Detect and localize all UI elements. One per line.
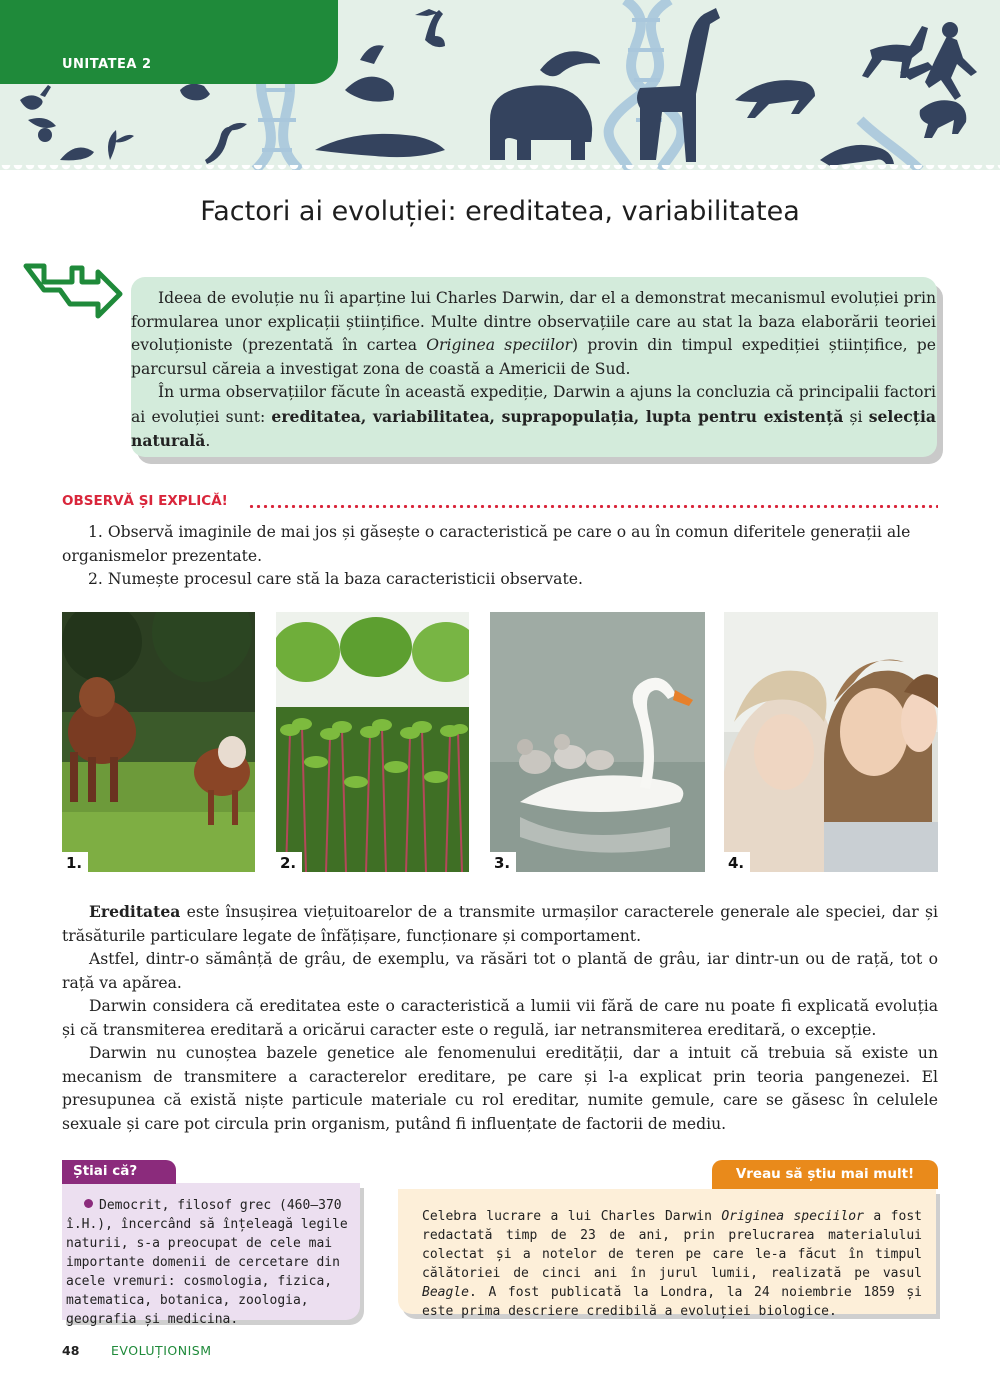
observe-questions [62,521,938,592]
question-2: 2. Numește procesul care stă la baza caracteristicii observate. [88,570,583,588]
intro-text [131,287,936,454]
body-paragraph-2: Astfel, dintr-o sămânță de grâu, de exemplu, va răsări tot o plantă de grâu, iar dintr-un ou de rață, tot o rață va apărea. [62,950,938,992]
photo-family [724,612,938,872]
body-paragraph-4: Darwin nu cunoștea bazele genetice ale fenomenului eredității, dar a intuit că trebuia să existe un mecanism de transmitere a caracterelor ereditare, pe care și l-a explicat prin teoria pangenezei. El presupunea că există niște particule materiale cu rol ereditar, numite gemule, care se găsesc în celulele sexuale și care pot circula prin organism, putând fi influențate de factorii de mediu. [62,1044,938,1133]
did-you-know-text: Democrit, filosof grec (460–370 î.H.), încercând să înțeleagă legile naturii, s-a preocupat de cele mai importante domenii de cercetare din acele vremuri: cosmologia, fizica, matematica, botanica, zoologia, geografia și medicina. [66,1198,348,1327]
photo-number-4: 4. [724,852,750,872]
section-name: EVOLUȚIONISM [111,1343,212,1358]
learn-more-title: Vreau să știu mai mult! [735,1166,915,1182]
photo-number-1: 1. [62,852,88,872]
photo-number-3: 3. [490,852,516,872]
observe-heading: OBSERVĂ ȘI EXPLICĂ! [62,493,228,509]
photo-sprouts [276,612,469,872]
did-you-know-title: Știai că? [73,1163,138,1179]
photo-cows [62,612,255,872]
sprouts-image [276,612,469,872]
unit-label: UNITATEA 2 [62,57,152,72]
unit-tab [0,0,338,84]
family-image [724,612,938,872]
body-text [62,900,938,1136]
photo-number-2: 2. [276,852,302,872]
dotted-divider [248,505,938,508]
learn-more-text: Celebra lucrare a lui Charles Darwin Originea speciilor a fost redactată timp de 23 de ani, prin prelucrarea materialului colectat și a notelor de teren pe care le-a făcut în timpul călătoriei de cinci ani în jurul lumii, realizată pe vasul Beagle. A fost publicată la Londra, la 24 noiembrie 1859 și este prima descriere credibilă a evoluției biologice. [422,1209,922,1319]
page-number: 48 [62,1343,80,1358]
cows-image [62,612,255,872]
intro-paragraph-2: În urma observațiilor făcute în această expediție, Darwin a ajuns la concluzia că principalii factori ai evoluției sunt: ereditatea, variabilitatea, suprapopulația, lupta pentru existență și selecția naturală. [131,383,936,450]
swans-image [490,612,705,872]
green-arrow-icon [20,258,125,328]
header-banner [0,0,1000,170]
photo-swans [490,612,705,872]
body-paragraph-3: Darwin considera că ereditatea este o caracteristică a lumii vii fără de care nu poate fi explicată evoluția și că transmiterea ereditară a oricărui caracter este o regulă, iar netransmiterea ereditară, o excepție. [62,997,938,1039]
intro-paragraph-1: Ideea de evoluție nu îi aparține lui Charles Darwin, dar el a demonstrat mecanismul evoluției prin formularea unor explicații științifice. Multe dintre observațiile care au stat la baza elaborării teoriei evoluționiste (prezentată în cartea Originea speciilor) provin din timpul expediției științifice, pe parcursul căreia a investigat zona de coastă a Americii de Sud. [131,289,936,378]
body-paragraph-1: Ereditatea este însușirea viețuitoarelor de a transmite urmașilor caracterele generale ale speciei, dar și trăsăturile particulare legate de înfățișare, funcționare și comportament. [62,902,938,945]
header-stamp-edge [0,165,1000,170]
page-title: Factori ai evoluției: ereditatea, variabilitatea [200,196,800,227]
bullet-icon [84,1199,93,1208]
question-1: 1. Observă imaginile de mai jos și găsește o caracteristică pe care o au în comun diferitele generații ale organismelor prezentate. [62,523,911,565]
